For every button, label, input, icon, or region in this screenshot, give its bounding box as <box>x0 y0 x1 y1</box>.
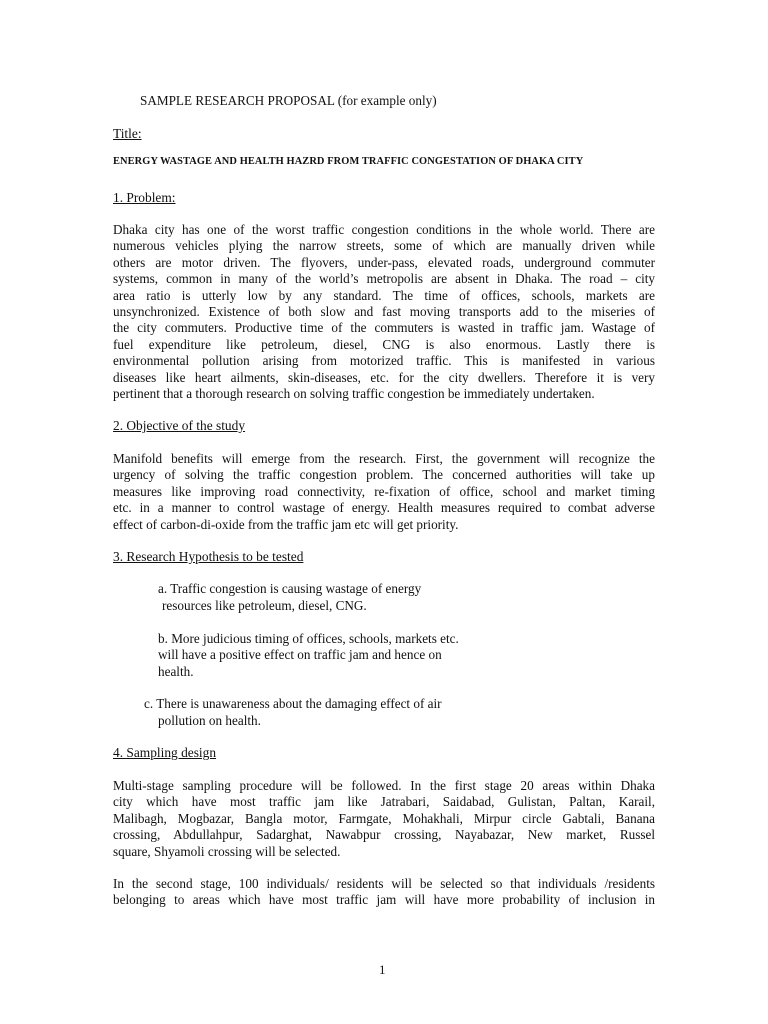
hypothesis-a-line: resources like petroleum, diesel, CNG. <box>162 598 367 613</box>
objective-line: measures like improving road connectivity, re-fixation of office, school and market timing <box>113 483 655 499</box>
objective-paragraph <box>113 451 655 533</box>
problem-line: the city commuters. Productive time of the commuters is wasted in traffic jam. Wastage of <box>113 320 655 336</box>
hypothesis-a-line: a. Traffic congestion is causing wastage of energy <box>158 581 422 596</box>
sampling-line: city which have most traffic jam like Jatrabari, Saidabad, Gulistan, Paltan, Karail, <box>113 794 655 810</box>
sampling-paragraph <box>113 778 655 860</box>
objective-line: Manifold benefits will emerge from the research. First, the government will recognize the <box>113 451 655 466</box>
problem-line: Dhaka city has one of the worst traffic congestion conditions in the whole world. There are <box>113 222 655 237</box>
problem-line: environmental pollution arising from motorized traffic. This is manifested in various <box>113 353 655 369</box>
objective-line: effect of carbon-di-oxide from the traffic jam etc will get priority. <box>113 516 459 532</box>
sampling-line: square, Shyamoli crossing will be selected. <box>113 843 341 859</box>
problem-line: unsynchronized. Existence of both slow and fast moving transports add to the miseries of <box>113 304 655 320</box>
hypothesis-b-line: will have a positive effect on traffic jam and hence on <box>158 647 442 662</box>
hypothesis-heading: 3. Research Hypothesis to be tested <box>113 549 304 564</box>
problem-line: fuel expenditure like petroleum, diesel, CNG is also enormous. Lastly there is <box>113 336 655 352</box>
document-heading: SAMPLE RESEARCH PROPOSAL (for example only) <box>140 93 437 108</box>
problem-paragraph <box>113 222 655 402</box>
objective-heading: 2. Objective of the study <box>113 418 246 433</box>
problem-line: others are motor driven. The flyovers, under-pass, elevated roads, underground commuter <box>113 254 655 270</box>
problem-heading: 1. Problem: <box>113 190 176 205</box>
sampling-line: crossing, Abdullahpur, Sadarghat, Nawabpur crossing, Nayabazar, New market, Russel <box>113 827 655 843</box>
title-label: Title: <box>113 126 142 141</box>
problem-line: area ratio is utterly low by any standard. The time of offices, schools, markets are <box>113 287 655 303</box>
problem-line: diseases like heart ailments, skin-diseases, etc. for the city dwellers. Therefore it is very <box>113 369 655 385</box>
problem-line: pertinent that a thorough research on solving traffic congestion be immediately undertaken. <box>113 386 595 402</box>
hypothesis-c-line: pollution on health. <box>158 713 261 728</box>
sampling-line: In the second stage, 100 individuals/ residents will be selected so that individuals /residents <box>113 876 655 891</box>
sampling-line: Malibagh, Mogbazar, Bangla motor, Farmgate, Mohakhali, Mirpur circle Gabtali, Banana <box>113 810 655 826</box>
sampling-heading: 4. Sampling design <box>113 745 217 760</box>
objective-line: urgency of solving the traffic congestion problem. The concerned authorities will take up <box>113 467 655 483</box>
problem-line: numerous vehicles plying the narrow streets, some of which are manually driven while <box>113 238 655 254</box>
problem-line: systems, common in many of the world’s metropolis are absent in Dhaka. The road – city <box>113 271 655 287</box>
sampling-paragraph-2 <box>113 876 655 909</box>
hypothesis-b-line: b. More judicious timing of offices, schools, markets etc. <box>158 631 459 646</box>
page-number: 1 <box>379 962 386 977</box>
research-title: ENERGY WASTAGE AND HEALTH HAZRD FROM TRAFFIC CONGESTATION OF DHAKA CITY <box>113 156 584 167</box>
sampling-line: Multi-stage sampling procedure will be followed. In the first stage 20 areas within Dhaka <box>113 778 655 793</box>
hypothesis-b-line: health. <box>158 664 194 679</box>
hypothesis-c-line: c. There is unawareness about the damaging effect of air <box>144 696 442 711</box>
sampling-line: belonging to areas which have most traffic jam will have more probability of inclusion in <box>113 892 655 908</box>
objective-line: etc. in a manner to control wastage of energy. Health measures required to combat adverse <box>113 500 655 516</box>
